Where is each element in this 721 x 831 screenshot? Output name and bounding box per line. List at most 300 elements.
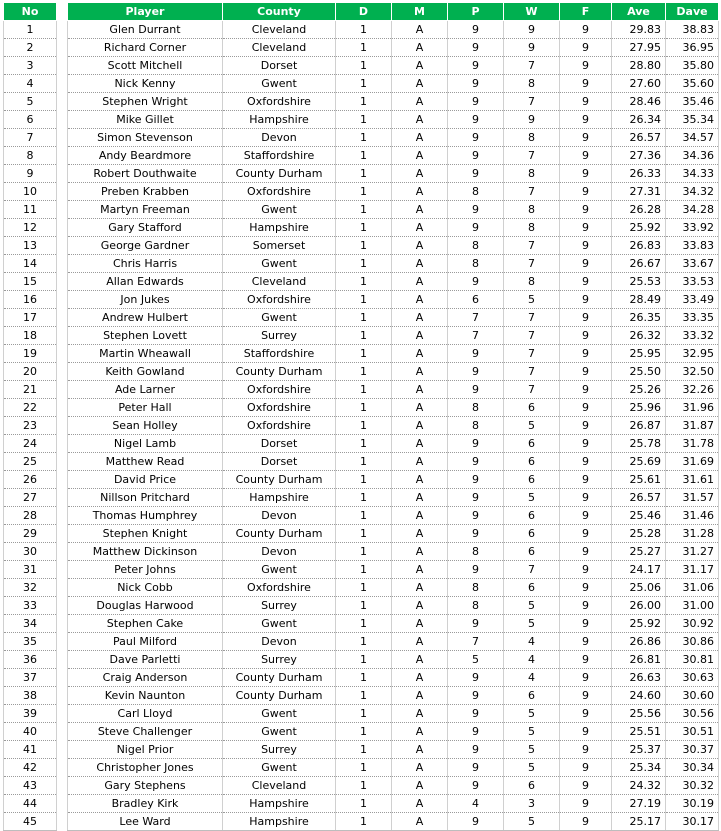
d-cell: 1 bbox=[336, 633, 392, 651]
w-cell: 9 bbox=[504, 111, 560, 129]
player-cell: Kevin Naunton bbox=[68, 687, 223, 705]
rank-number-cell: 23 bbox=[4, 417, 57, 435]
m-cell: A bbox=[392, 75, 448, 93]
rank-row bbox=[4, 381, 57, 399]
dave-cell: 30.63 bbox=[666, 669, 719, 687]
p-cell: 8 bbox=[448, 237, 504, 255]
table-row bbox=[68, 111, 719, 129]
w-header: W bbox=[504, 3, 560, 21]
rank-row bbox=[4, 291, 57, 309]
dave-cell: 30.19 bbox=[666, 795, 719, 813]
f-cell: 9 bbox=[560, 525, 612, 543]
county-cell: Hampshire bbox=[223, 489, 336, 507]
p-cell: 9 bbox=[448, 615, 504, 633]
county-cell: Oxfordshire bbox=[223, 417, 336, 435]
rank-number-cell: 33 bbox=[4, 597, 57, 615]
m-cell: A bbox=[392, 705, 448, 723]
m-cell: A bbox=[392, 57, 448, 75]
p-cell: 7 bbox=[448, 327, 504, 345]
table-row bbox=[68, 777, 719, 795]
f-cell: 9 bbox=[560, 669, 612, 687]
f-cell: 9 bbox=[560, 687, 612, 705]
rank-number-cell: 11 bbox=[4, 201, 57, 219]
player-cell: George Gardner bbox=[68, 237, 223, 255]
f-cell: 9 bbox=[560, 507, 612, 525]
ave-cell: 27.95 bbox=[612, 39, 666, 57]
d-cell: 1 bbox=[336, 723, 392, 741]
rank-number-cell: 8 bbox=[4, 147, 57, 165]
d-cell: 1 bbox=[336, 237, 392, 255]
p-cell: 9 bbox=[448, 381, 504, 399]
ave-cell: 25.27 bbox=[612, 543, 666, 561]
p-cell: 9 bbox=[448, 57, 504, 75]
dave-cell: 31.96 bbox=[666, 399, 719, 417]
county-cell: County Durham bbox=[223, 525, 336, 543]
rank-row bbox=[4, 561, 57, 579]
dave-cell: 33.32 bbox=[666, 327, 719, 345]
rank-number-cell: 27 bbox=[4, 489, 57, 507]
dave-cell: 32.26 bbox=[666, 381, 719, 399]
d-cell: 1 bbox=[336, 435, 392, 453]
w-cell: 7 bbox=[504, 363, 560, 381]
county-cell: Devon bbox=[223, 507, 336, 525]
county-cell: Dorset bbox=[223, 435, 336, 453]
rank-row bbox=[4, 741, 57, 759]
m-cell: A bbox=[392, 273, 448, 291]
dave-cell: 32.50 bbox=[666, 363, 719, 381]
county-cell: Surrey bbox=[223, 327, 336, 345]
player-cell: Sean Holley bbox=[68, 417, 223, 435]
county-cell: Surrey bbox=[223, 597, 336, 615]
rank-row bbox=[4, 633, 57, 651]
rank-row bbox=[4, 489, 57, 507]
f-cell: 9 bbox=[560, 93, 612, 111]
m-cell: A bbox=[392, 777, 448, 795]
p-cell: 9 bbox=[448, 813, 504, 831]
f-cell: 9 bbox=[560, 759, 612, 777]
county-cell: Oxfordshire bbox=[223, 579, 336, 597]
p-cell: 9 bbox=[448, 201, 504, 219]
player-cell: Peter Hall bbox=[68, 399, 223, 417]
dave-cell: 35.34 bbox=[666, 111, 719, 129]
d-cell: 1 bbox=[336, 93, 392, 111]
dave-cell: 33.92 bbox=[666, 219, 719, 237]
player-cell: Matthew Dickinson bbox=[68, 543, 223, 561]
player-cell: Richard Corner bbox=[68, 39, 223, 57]
rank-number-cell: 12 bbox=[4, 219, 57, 237]
w-cell: 8 bbox=[504, 273, 560, 291]
rank-row bbox=[4, 237, 57, 255]
player-cell: Preben Krabben bbox=[68, 183, 223, 201]
dave-cell: 34.36 bbox=[666, 147, 719, 165]
m-cell: A bbox=[392, 255, 448, 273]
county-cell: County Durham bbox=[223, 363, 336, 381]
rank-row bbox=[4, 57, 57, 75]
ave-cell: 25.92 bbox=[612, 219, 666, 237]
player-cell: Gary Stafford bbox=[68, 219, 223, 237]
dave-cell: 30.56 bbox=[666, 705, 719, 723]
player-cell: Peter Johns bbox=[68, 561, 223, 579]
f-cell: 9 bbox=[560, 381, 612, 399]
county-cell: Gwent bbox=[223, 309, 336, 327]
f-cell: 9 bbox=[560, 75, 612, 93]
m-cell: A bbox=[392, 147, 448, 165]
dave-cell: 35.60 bbox=[666, 75, 719, 93]
d-cell: 1 bbox=[336, 579, 392, 597]
rank-row bbox=[4, 417, 57, 435]
d-cell: 1 bbox=[336, 687, 392, 705]
rank-number-cell: 17 bbox=[4, 309, 57, 327]
f-cell: 9 bbox=[560, 741, 612, 759]
dave-cell: 33.53 bbox=[666, 273, 719, 291]
table-row bbox=[68, 291, 719, 309]
rank-row bbox=[4, 363, 57, 381]
table-row bbox=[68, 363, 719, 381]
w-cell: 6 bbox=[504, 453, 560, 471]
player-cell: Dave Parletti bbox=[68, 651, 223, 669]
f-cell: 9 bbox=[560, 345, 612, 363]
f-cell: 9 bbox=[560, 579, 612, 597]
rank-number-cell: 24 bbox=[4, 435, 57, 453]
ave-cell: 24.32 bbox=[612, 777, 666, 795]
m-cell: A bbox=[392, 597, 448, 615]
d-cell: 1 bbox=[336, 489, 392, 507]
rank-number-cell: 25 bbox=[4, 453, 57, 471]
county-cell: Hampshire bbox=[223, 795, 336, 813]
ave-cell: 26.57 bbox=[612, 129, 666, 147]
f-cell: 9 bbox=[560, 633, 612, 651]
d-cell: 1 bbox=[336, 219, 392, 237]
rank-number-cell: 26 bbox=[4, 471, 57, 489]
w-cell: 6 bbox=[504, 399, 560, 417]
m-cell: A bbox=[392, 615, 448, 633]
f-cell: 9 bbox=[560, 813, 612, 831]
d-cell: 1 bbox=[336, 147, 392, 165]
rank-row bbox=[4, 723, 57, 741]
f-cell: 9 bbox=[560, 39, 612, 57]
player-cell: Nillson Pritchard bbox=[68, 489, 223, 507]
rank-number-cell: 9 bbox=[4, 165, 57, 183]
rank-number-cell: 18 bbox=[4, 327, 57, 345]
p-cell: 8 bbox=[448, 543, 504, 561]
f-cell: 9 bbox=[560, 237, 612, 255]
dave-header: Dave bbox=[666, 3, 719, 21]
player-cell: Paul Milford bbox=[68, 633, 223, 651]
m-cell: A bbox=[392, 795, 448, 813]
player-cell: Thomas Humphrey bbox=[68, 507, 223, 525]
rank-row bbox=[4, 525, 57, 543]
table-row bbox=[68, 327, 719, 345]
table-row bbox=[68, 399, 719, 417]
table-row bbox=[68, 597, 719, 615]
county-header: County bbox=[223, 3, 336, 21]
ave-cell: 25.51 bbox=[612, 723, 666, 741]
m-cell: A bbox=[392, 39, 448, 57]
dave-cell: 30.92 bbox=[666, 615, 719, 633]
f-cell: 9 bbox=[560, 399, 612, 417]
county-cell: Cleveland bbox=[223, 39, 336, 57]
rank-number-cell: 39 bbox=[4, 705, 57, 723]
rank-number-cell: 35 bbox=[4, 633, 57, 651]
w-cell: 5 bbox=[504, 759, 560, 777]
rank-row bbox=[4, 327, 57, 345]
county-cell: County Durham bbox=[223, 687, 336, 705]
rank-number-cell: 5 bbox=[4, 93, 57, 111]
f-cell: 9 bbox=[560, 255, 612, 273]
rank-row bbox=[4, 183, 57, 201]
table-row bbox=[68, 687, 719, 705]
ave-cell: 25.96 bbox=[612, 399, 666, 417]
county-cell: Gwent bbox=[223, 723, 336, 741]
rank-number-cell: 41 bbox=[4, 741, 57, 759]
rank-number-body bbox=[4, 21, 57, 831]
m-cell: A bbox=[392, 651, 448, 669]
player-cell: Bradley Kirk bbox=[68, 795, 223, 813]
county-cell: County Durham bbox=[223, 471, 336, 489]
d-cell: 1 bbox=[336, 75, 392, 93]
table-row bbox=[68, 345, 719, 363]
m-cell: A bbox=[392, 237, 448, 255]
p-cell: 9 bbox=[448, 345, 504, 363]
table-row bbox=[68, 435, 719, 453]
f-cell: 9 bbox=[560, 417, 612, 435]
dave-cell: 32.95 bbox=[666, 345, 719, 363]
rank-number-cell: 44 bbox=[4, 795, 57, 813]
county-cell: Dorset bbox=[223, 57, 336, 75]
f-cell: 9 bbox=[560, 795, 612, 813]
m-cell: A bbox=[392, 291, 448, 309]
d-cell: 1 bbox=[336, 507, 392, 525]
rank-number-cell: 16 bbox=[4, 291, 57, 309]
player-cell: Stephen Cake bbox=[68, 615, 223, 633]
player-cell: Nick Cobb bbox=[68, 579, 223, 597]
county-cell: Oxfordshire bbox=[223, 399, 336, 417]
w-cell: 6 bbox=[504, 471, 560, 489]
p-cell: 5 bbox=[448, 651, 504, 669]
table-row bbox=[68, 183, 719, 201]
table-row bbox=[68, 219, 719, 237]
f-cell: 9 bbox=[560, 489, 612, 507]
w-cell: 7 bbox=[504, 93, 560, 111]
w-cell: 8 bbox=[504, 201, 560, 219]
dave-cell: 31.17 bbox=[666, 561, 719, 579]
player-cell: Lee Ward bbox=[68, 813, 223, 831]
rank-row bbox=[4, 111, 57, 129]
dave-cell: 33.83 bbox=[666, 237, 719, 255]
dave-cell: 30.60 bbox=[666, 687, 719, 705]
w-cell: 6 bbox=[504, 687, 560, 705]
d-cell: 1 bbox=[336, 471, 392, 489]
w-cell: 8 bbox=[504, 219, 560, 237]
m-cell: A bbox=[392, 633, 448, 651]
m-cell: A bbox=[392, 21, 448, 39]
county-cell: Staffordshire bbox=[223, 147, 336, 165]
ave-cell: 26.87 bbox=[612, 417, 666, 435]
d-cell: 1 bbox=[336, 669, 392, 687]
rank-number-cell: 20 bbox=[4, 363, 57, 381]
w-cell: 7 bbox=[504, 309, 560, 327]
d-cell: 1 bbox=[336, 165, 392, 183]
rank-row bbox=[4, 435, 57, 453]
rank-number-cell: 2 bbox=[4, 39, 57, 57]
player-cell: Stephen Knight bbox=[68, 525, 223, 543]
dave-cell: 31.57 bbox=[666, 489, 719, 507]
ave-cell: 26.00 bbox=[612, 597, 666, 615]
rank-number-cell: 36 bbox=[4, 651, 57, 669]
m-cell: A bbox=[392, 507, 448, 525]
p-cell: 9 bbox=[448, 489, 504, 507]
f-cell: 9 bbox=[560, 57, 612, 75]
m-cell: A bbox=[392, 111, 448, 129]
player-cell: Stephen Lovett bbox=[68, 327, 223, 345]
ave-cell: 27.19 bbox=[612, 795, 666, 813]
player-cell: Simon Stevenson bbox=[68, 129, 223, 147]
rank-number-cell: 38 bbox=[4, 687, 57, 705]
p-cell: 9 bbox=[448, 687, 504, 705]
d-cell: 1 bbox=[336, 201, 392, 219]
m-cell: A bbox=[392, 741, 448, 759]
p-cell: 9 bbox=[448, 777, 504, 795]
player-ranking-table bbox=[67, 2, 719, 831]
m-cell: A bbox=[392, 687, 448, 705]
w-cell: 5 bbox=[504, 417, 560, 435]
f-cell: 9 bbox=[560, 543, 612, 561]
table-row bbox=[68, 813, 719, 831]
county-cell: Gwent bbox=[223, 759, 336, 777]
rank-number-cell: 28 bbox=[4, 507, 57, 525]
rank-row bbox=[4, 507, 57, 525]
m-cell: A bbox=[392, 453, 448, 471]
ave-cell: 25.37 bbox=[612, 741, 666, 759]
w-cell: 5 bbox=[504, 615, 560, 633]
county-cell: Devon bbox=[223, 633, 336, 651]
w-cell: 6 bbox=[504, 507, 560, 525]
rank-number-cell: 29 bbox=[4, 525, 57, 543]
f-cell: 9 bbox=[560, 111, 612, 129]
w-cell: 8 bbox=[504, 129, 560, 147]
ave-cell: 26.63 bbox=[612, 669, 666, 687]
w-cell: 7 bbox=[504, 255, 560, 273]
table-row bbox=[68, 237, 719, 255]
ave-cell: 26.86 bbox=[612, 633, 666, 651]
f-cell: 9 bbox=[560, 183, 612, 201]
table-row bbox=[68, 93, 719, 111]
table-row bbox=[68, 21, 719, 39]
m-cell: A bbox=[392, 183, 448, 201]
m-cell: A bbox=[392, 723, 448, 741]
dave-cell: 30.51 bbox=[666, 723, 719, 741]
dave-cell: 31.00 bbox=[666, 597, 719, 615]
dave-cell: 30.86 bbox=[666, 633, 719, 651]
d-cell: 1 bbox=[336, 399, 392, 417]
table-row bbox=[68, 615, 719, 633]
p-cell: 8 bbox=[448, 399, 504, 417]
w-cell: 7 bbox=[504, 147, 560, 165]
player-cell: Carl Lloyd bbox=[68, 705, 223, 723]
ave-cell: 28.49 bbox=[612, 291, 666, 309]
rank-number-cell: 19 bbox=[4, 345, 57, 363]
dave-cell: 33.49 bbox=[666, 291, 719, 309]
dave-cell: 35.46 bbox=[666, 93, 719, 111]
table-row bbox=[68, 147, 719, 165]
ave-cell: 29.83 bbox=[612, 21, 666, 39]
ave-cell: 25.69 bbox=[612, 453, 666, 471]
player-cell: Jon Jukes bbox=[68, 291, 223, 309]
dave-cell: 31.87 bbox=[666, 417, 719, 435]
player-cell: Martyn Freeman bbox=[68, 201, 223, 219]
f-cell: 9 bbox=[560, 21, 612, 39]
m-cell: A bbox=[392, 93, 448, 111]
rank-row bbox=[4, 255, 57, 273]
f-cell: 9 bbox=[560, 561, 612, 579]
rank-row bbox=[4, 543, 57, 561]
p-cell: 9 bbox=[448, 705, 504, 723]
d-cell: 1 bbox=[336, 129, 392, 147]
d-cell: 1 bbox=[336, 651, 392, 669]
county-cell: Devon bbox=[223, 129, 336, 147]
d-cell: 1 bbox=[336, 759, 392, 777]
f-cell: 9 bbox=[560, 597, 612, 615]
table-row bbox=[68, 471, 719, 489]
p-cell: 9 bbox=[448, 561, 504, 579]
p-cell: 9 bbox=[448, 165, 504, 183]
d-cell: 1 bbox=[336, 39, 392, 57]
f-cell: 9 bbox=[560, 165, 612, 183]
table-row bbox=[68, 741, 719, 759]
w-cell: 5 bbox=[504, 291, 560, 309]
w-cell: 3 bbox=[504, 795, 560, 813]
p-cell: 8 bbox=[448, 417, 504, 435]
ave-cell: 25.28 bbox=[612, 525, 666, 543]
rank-row bbox=[4, 39, 57, 57]
d-header: D bbox=[336, 3, 392, 21]
d-cell: 1 bbox=[336, 309, 392, 327]
table-row bbox=[68, 723, 719, 741]
w-cell: 7 bbox=[504, 561, 560, 579]
rank-number-cell: 34 bbox=[4, 615, 57, 633]
county-cell: Cleveland bbox=[223, 21, 336, 39]
rank-row bbox=[4, 453, 57, 471]
p-cell: 9 bbox=[448, 21, 504, 39]
county-cell: Gwent bbox=[223, 561, 336, 579]
table-row bbox=[68, 525, 719, 543]
w-cell: 4 bbox=[504, 669, 560, 687]
m-cell: A bbox=[392, 165, 448, 183]
d-cell: 1 bbox=[336, 345, 392, 363]
w-cell: 6 bbox=[504, 777, 560, 795]
player-cell: Andrew Hulbert bbox=[68, 309, 223, 327]
w-cell: 8 bbox=[504, 165, 560, 183]
rank-number-cell: 10 bbox=[4, 183, 57, 201]
p-cell: 9 bbox=[448, 219, 504, 237]
p-cell: 9 bbox=[448, 507, 504, 525]
dave-cell: 31.06 bbox=[666, 579, 719, 597]
m-cell: A bbox=[392, 399, 448, 417]
f-cell: 9 bbox=[560, 291, 612, 309]
rank-row bbox=[4, 813, 57, 831]
player-cell: Christopher Jones bbox=[68, 759, 223, 777]
dave-cell: 35.80 bbox=[666, 57, 719, 75]
player-cell: Gary Stephens bbox=[68, 777, 223, 795]
rank-row bbox=[4, 219, 57, 237]
table-row bbox=[68, 75, 719, 93]
dave-cell: 30.17 bbox=[666, 813, 719, 831]
w-cell: 7 bbox=[504, 237, 560, 255]
dave-cell: 30.37 bbox=[666, 741, 719, 759]
m-header: M bbox=[392, 3, 448, 21]
table-row bbox=[68, 507, 719, 525]
player-cell: Nigel Lamb bbox=[68, 435, 223, 453]
